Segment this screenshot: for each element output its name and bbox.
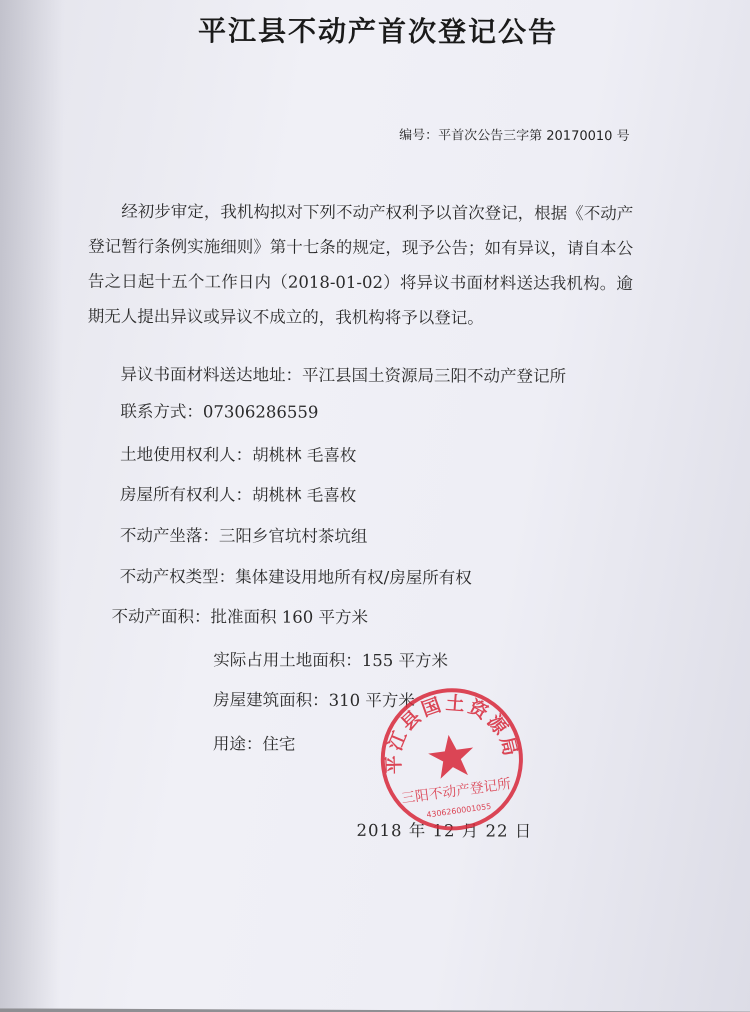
seal-inner-text: 三阳不动产登记所 <box>400 776 513 807</box>
official-seal-icon <box>369 676 536 843</box>
property-usage: 用途：住宅 <box>212 734 296 754</box>
contact-info: 联系方式：07306286559 <box>120 401 319 422</box>
notice-paragraph: 经初步审定，我机构拟对下列不动产权利予以首次登记，根据《不动产登记暂行条例实施细则》第十七条的规定，现予公告；如有异议，请自本公告之日起十五个工作日内（2018-01-02）将异议书面材料送达我机构。逾期无人提出异议或异议不成立的，我机构将予以登记。 <box>87 201 634 328</box>
land-use-right-holder: 土地使用权利人：胡桃林 毛喜枚 <box>120 444 357 465</box>
document-title: 平江县不动产首次登记公告 <box>197 14 559 49</box>
approved-area: 不动产面积：批准面积 160 平方米 <box>111 606 369 627</box>
issue-date: 2018 年 12 月 22 日 <box>356 820 533 841</box>
document-number: 编号：平首次公告三字第 20170010 号 <box>399 128 630 145</box>
property-location: 不动产坐落：三阳乡官坑村茶坑组 <box>119 525 368 546</box>
seal-outer-text: 平江县国土资源局 <box>383 693 522 775</box>
seal-code: 4306260001055 <box>425 801 492 820</box>
property-right-type: 不动产权类型：集体建设用地所有权/房屋所有权 <box>119 566 472 588</box>
house-owner: 房屋所有权利人：胡桃林 毛喜枚 <box>119 484 357 505</box>
page-shadow <box>0 0 64 1009</box>
actual-land-area: 实际占用土地面积：155 平方米 <box>213 650 449 671</box>
objection-address: 异议书面材料送达地址：平江县国土资源局三阳不动产登记所 <box>120 364 567 386</box>
building-area: 房屋建筑面积：310 平方米 <box>213 690 415 711</box>
